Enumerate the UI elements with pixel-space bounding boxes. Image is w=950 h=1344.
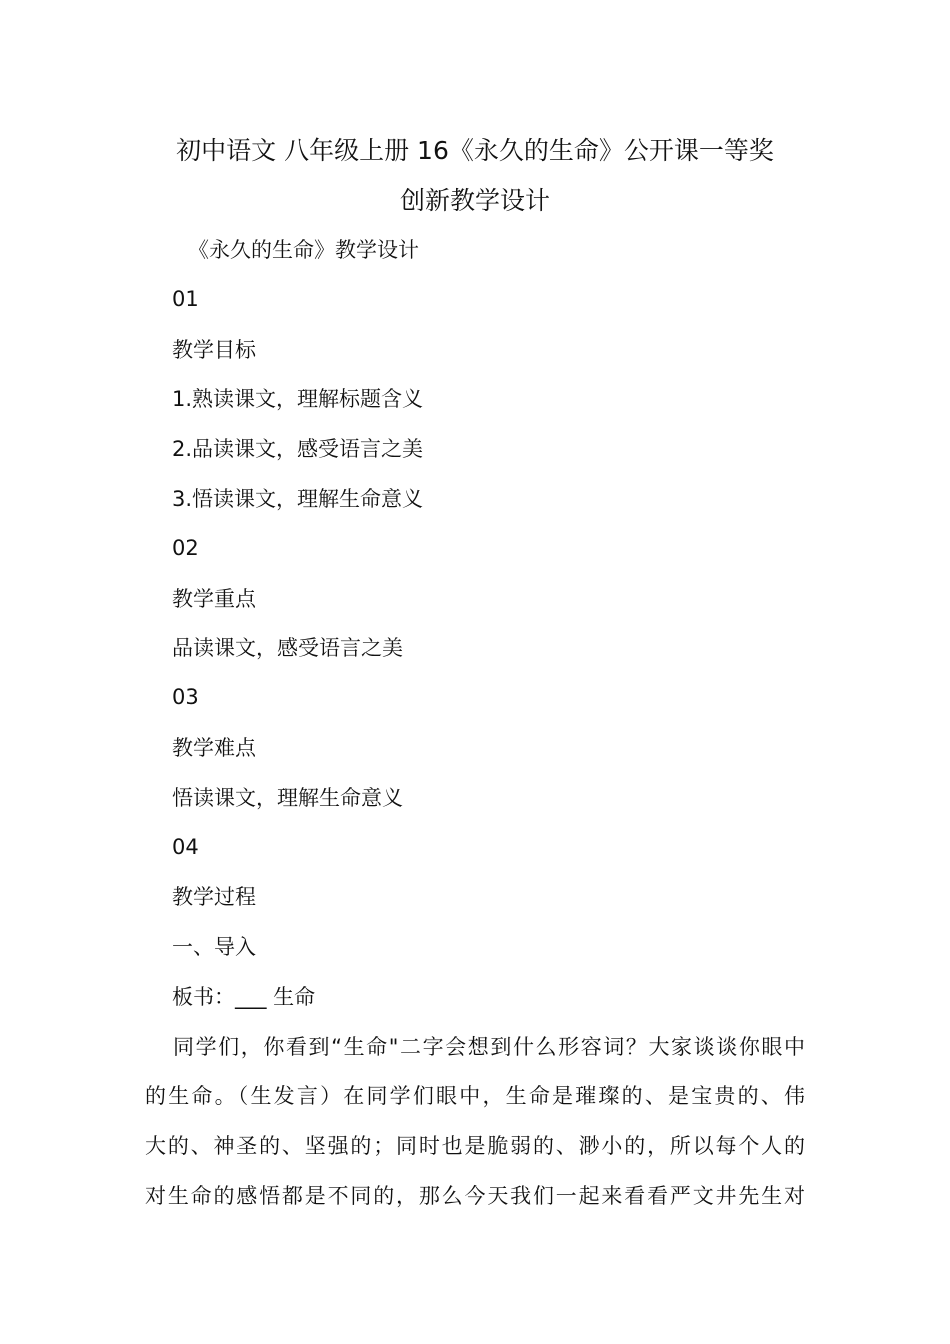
process-step-heading: 一、导入 [172, 935, 256, 959]
key-point-text: 品读课文，感受语言之美 [172, 636, 403, 660]
section-heading-key-points: 教学重点 [172, 587, 256, 611]
section-number-03: 03 [172, 685, 199, 709]
difficulty-text: 悟读课文，理解生命意义 [172, 786, 403, 810]
section-heading-objectives: 教学目标 [172, 338, 256, 362]
paragraph-line-2: 的生命。（生发言）在同学们眼中，生命是璀璨的、是宝贵的、伟 [145, 1084, 805, 1108]
document-subtitle: 《永久的生命》教学设计 [188, 238, 419, 262]
paragraph-line-3: 大的、神圣的、坚强的；同时也是脆弱的、渺小的，所以每个人的 [145, 1134, 805, 1158]
section-number-01: 01 [172, 287, 199, 311]
objective-item-2: 2.品读课文，感受语言之美 [172, 437, 424, 461]
objective-item-3: 3.悟读课文，理解生命意义 [172, 487, 424, 511]
blackboard-note: 板书：___ 生命 [172, 985, 316, 1009]
objective-item-1: 1.熟读课文，理解标题含义 [172, 387, 424, 411]
paragraph-line-4: 对生命的感悟都是不同的，那么今天我们一起来看看严文井先生对 [145, 1184, 805, 1208]
section-heading-difficulties: 教学难点 [172, 736, 256, 760]
document-title-line-2: 创新教学设计 [399, 186, 550, 215]
paragraph-line-1: 同学们，你看到“生命"二字会想到什么形容词？大家谈谈你眼中 [173, 1035, 805, 1059]
document-title-line-1: 初中语文 八年级上册 16《永久的生命》公开课一等奖 [176, 136, 774, 165]
section-heading-process: 教学过程 [172, 885, 256, 909]
section-number-04: 04 [172, 835, 199, 859]
section-number-02: 02 [172, 536, 199, 560]
